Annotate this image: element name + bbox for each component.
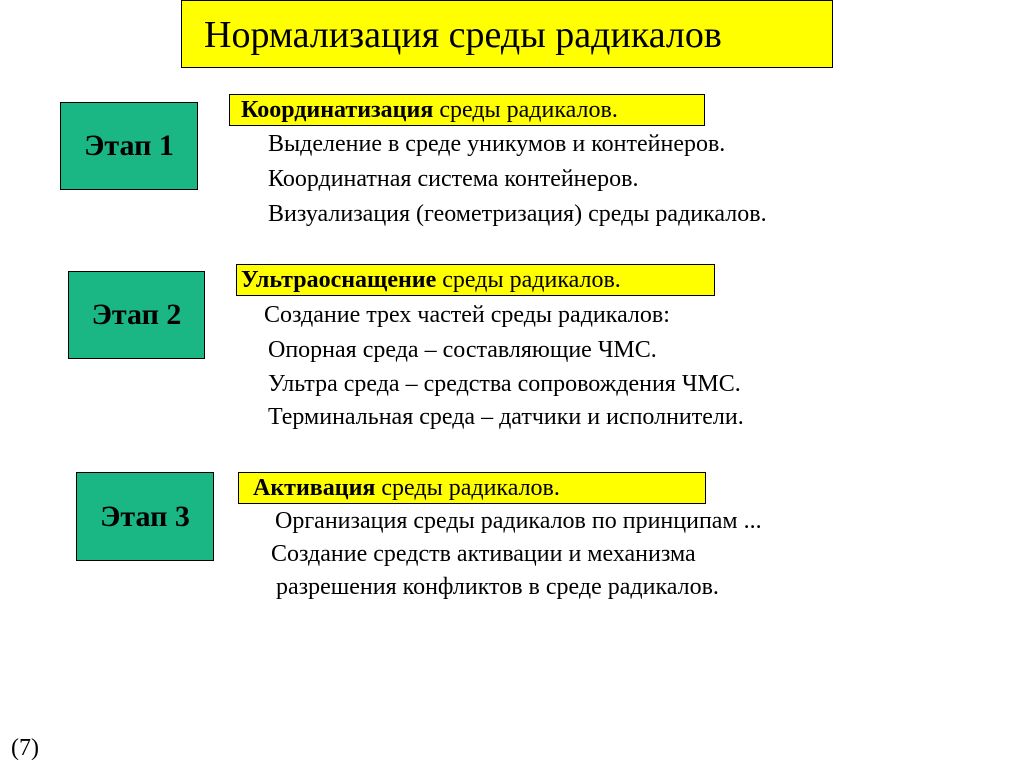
stage-2-line-4: Терминальная среда – датчики и исполнители. — [268, 404, 744, 430]
stage-1-heading-bold: Координатизация — [241, 97, 434, 123]
stage-3-heading-bold: Активация — [253, 475, 376, 501]
stage-1-line-3: Визуализация (геометризация) среды радикалов. — [268, 201, 767, 227]
stage-3-line-1: Организация среды радикалов по принципам ... — [275, 508, 762, 534]
stage-2-heading — [236, 264, 715, 296]
stage-3-line-3: разрешения конфликтов в среде радикалов. — [276, 574, 719, 600]
stage-1-line-2: Координатная система контейнеров. — [268, 166, 639, 192]
stage-3-heading-rest: среды радикалов. — [375, 475, 560, 501]
page-number: (7) — [11, 735, 39, 761]
stage-1-line-1: Выделение в среде уникумов и контейнеров. — [268, 131, 726, 157]
stage-2-heading-rest: среды радикалов. — [436, 267, 621, 293]
stage-2-line-1: Создание трех частей среды радикалов: — [264, 302, 670, 328]
stage-1-heading-rest: среды радикалов. — [433, 97, 618, 123]
stage-1-heading — [229, 94, 705, 126]
stage-3-heading — [238, 472, 706, 504]
stage-3-line-2: Создание средств активации и механизма — [271, 541, 696, 567]
slide-title: Нормализация среды радикалов — [181, 0, 833, 68]
stage-2-line-2: Опорная среда – составляющие ЧМС. — [268, 337, 657, 363]
stage-2-line-3: Ультра среда – средства сопровождения ЧМС. — [268, 371, 741, 397]
stage-1-box: Этап 1 — [60, 102, 198, 190]
stage-2-box: Этап 2 — [68, 271, 205, 359]
stage-3-box: Этап 3 — [76, 472, 214, 561]
stage-2-heading-bold: Ультраоснащение — [241, 267, 437, 293]
